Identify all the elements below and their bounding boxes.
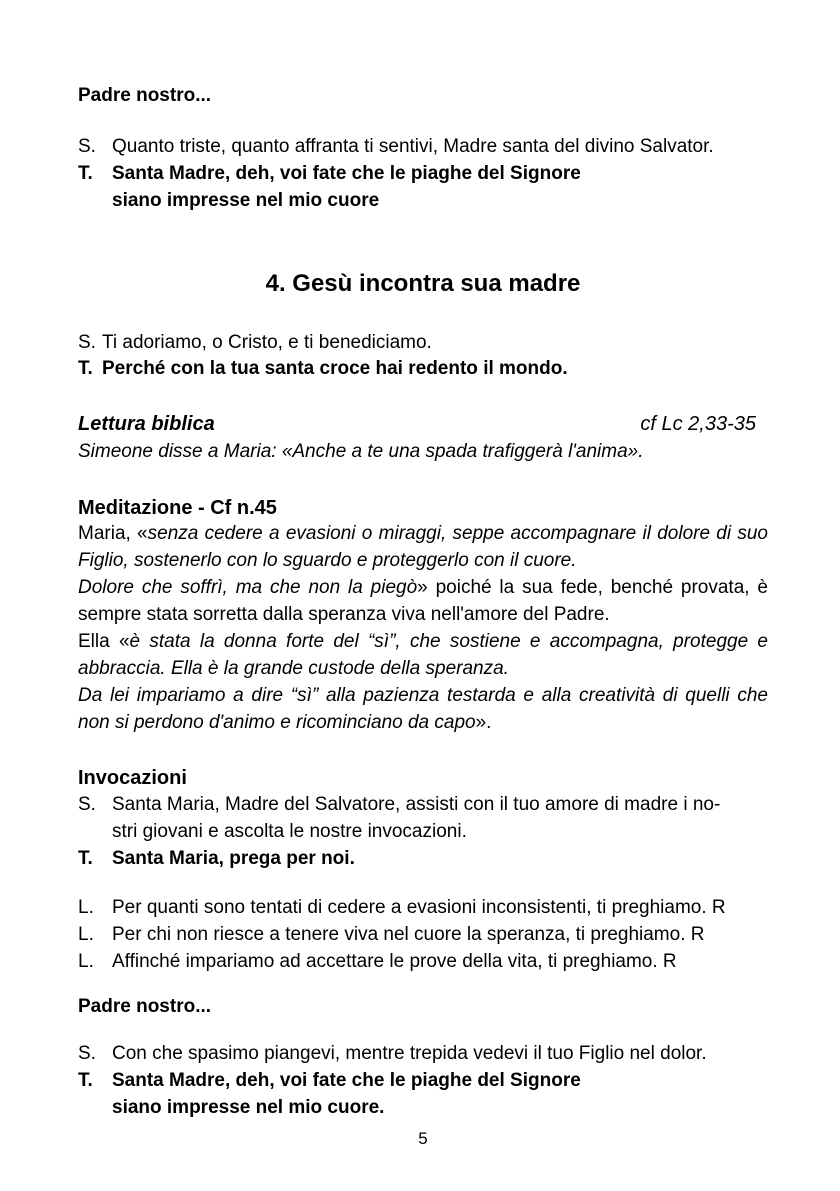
verse-text: Quanto triste, quanto affranta ti sentivi, Madre santa del divino Salvator. [112, 136, 714, 157]
item-marker: L. [78, 951, 94, 972]
verse-marker: S. [78, 332, 96, 353]
verse-marker: S. [78, 794, 96, 815]
response-marker: T. [78, 1070, 93, 1091]
lettura-reference: cf Lc 2,33-35 [640, 413, 756, 435]
quote-run: Dolore che soffrì, ma che non la piegò [78, 577, 418, 598]
quote-run: Da lei impariamo a dire “sì” alla pazienza testarda e alla creatività di quelli che non si perdono d'animo e ricominciano da capo [78, 685, 768, 733]
response-text-line1: Santa Madre, deh, voi fate che le piaghe del Signore [112, 1070, 581, 1091]
invocazioni-heading: Invocazioni [78, 767, 187, 789]
response-text: Santa Maria, prega per noi. [112, 848, 355, 869]
meditazione-heading: Meditazione - Cf n.45 [78, 497, 277, 519]
response-marker: T. [78, 848, 93, 869]
page-number: 5 [418, 1129, 428, 1148]
verse-text-line2: stri giovani e ascolta le nostre invocazioni. [112, 821, 467, 842]
quote-run: è stata la donna forte del “sì”, che sostiene e accompagna, protegge e abbraccia. Ella è la grande custode della speranza. [78, 631, 768, 679]
response-text-line2: siano impresse nel mio cuore [112, 190, 380, 211]
item-text: Per chi non riesce a tenere viva nel cuore la speranza, ti preghiamo. R [112, 924, 705, 945]
meditazione-paragraph-3 [78, 628, 768, 682]
padre-nostro-bottom: Padre nostro... [78, 996, 212, 1017]
response-marker: T. [78, 163, 93, 184]
padre-nostro-top: Padre nostro... [78, 85, 212, 106]
text-run: » poiché la sua fede, benché provata, è sempre stata sorretta dalla speranza viva nell'amore del Padre. [78, 577, 768, 625]
response-text-line1: Santa Madre, deh, voi fate che le piaghe del Signore [112, 163, 581, 184]
text-run: Ella « [78, 631, 130, 652]
item-marker: L. [78, 924, 94, 945]
item-text: Per quanti sono tentati di cedere a evasioni inconsistenti, ti preghiamo. R [112, 897, 726, 918]
meditazione-paragraph-4 [78, 682, 768, 736]
station-title: 4. Gesù incontra sua madre [265, 270, 581, 297]
meditazione-paragraph-1 [78, 520, 768, 574]
verse-marker: S. [78, 1043, 96, 1064]
verse-text-line1: Santa Maria, Madre del Salvatore, assisti con il tuo amore di madre i no- [112, 794, 721, 815]
response-text-line2: siano impresse nel mio cuore. [112, 1097, 385, 1118]
verse-marker: S. [78, 136, 96, 157]
item-marker: L. [78, 897, 94, 918]
text-run: Maria, « [78, 523, 148, 544]
lettura-text: Simeone disse a Maria: «Anche a te una spada trafiggerà l'anima». [78, 441, 644, 462]
item-text: Affinché impariamo ad accettare le prove della vita, ti preghiamo. R [112, 951, 677, 972]
text-run: ». [475, 712, 492, 733]
response-marker: T. [78, 358, 93, 379]
meditazione-body [78, 520, 768, 736]
verse-text: Con che spasimo piangevi, mentre trepida vedevi il tuo Figlio nel dolor. [112, 1043, 707, 1064]
meditazione-paragraph-2 [78, 574, 768, 628]
quote-run: senza cedere a evasioni o miraggi, seppe accompagnare il dolore di suo Figlio, sostenerlo con lo sguardo e proteggerlo con il cuore. [78, 523, 769, 571]
verse-text: Ti adoriamo, o Cristo, e ti benediciamo. [102, 332, 432, 353]
lettura-heading: Lettura biblica [78, 413, 215, 435]
document-page [78, 0, 768, 1191]
response-text: Perché con la tua santa croce hai redento il mondo. [102, 358, 568, 379]
